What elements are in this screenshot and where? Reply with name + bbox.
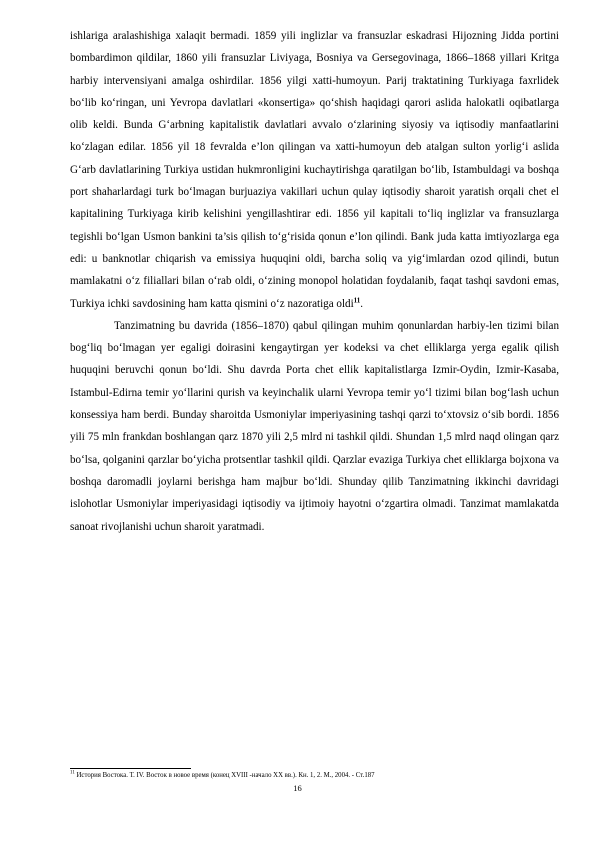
footnote-divider [70,768,191,769]
paragraph [70,25,559,315]
page-number: 16 [293,783,302,793]
footnote [70,771,559,780]
paragraph-text: Tanzimatning bu davrida (1856–1870) qabul qilingan muhim qonunlardan harbiy-len tizimi bilan bog‘liq bo‘lmagan yer egaligi doirasini kengaytirgan yer kodeksi va chet elliklarga yerga egalik qilish huquqini beruvchi qonun bo‘ldi. Shu davrda Porta chet ellik kapitalistlarga Izmir-Oydin, Izmir-Kasaba, Istambul-Edirna temir yo‘llarini qurish va keyinchalik ularni Yevropa temir yo‘l tizimi bilan bog‘lash uchun konsessiya ham berdi. Bunday sharoitda Usmoniylar imperiyasining tashqi qarzi to‘xtovsiz o‘sib bordi. 1856 yili 75 mln frankdan boshlangan qarz 1870 yili 2,5 mlrd ni tashkil qildi. Shundan 1,5 mlrd naqd olingan qarz bo‘lsa, qolganini qarzlar bo‘yicha protsentlar tashkil qildi. Qarzlar evaziga Turkiya chet elliklarga bojxona va boshqa daromadli joylarni berishga ham majbur bo‘ldi. Shunday qilib Tanzimatning ikkinchi davridagi islohotlar Usmoniylar imperiyasidagi iqtisodiy va ijtimoiy hayotni o‘zgartira olmadi. Tanzimat mamlakatda sanoat rivojlanishi uchun sharoit yaratmadi. [70,319,559,533]
footnote-reference[interactable]: 11 [353,295,361,304]
footnote-number: 11 [70,770,75,776]
paragraph-text: ishlariga aralashishiga xalaqit bermadi. 1859 yili inglizlar va fransuzlar eskadrasi Hijozning Jidda portini bombardimon qildilar, 1860 yili fransuzlar Liviyaga, Bosniya va Gersegovinaga, 1866–1868 yillari Kritga harbiy intervensiyani amalga oshirdilar. 1856 yilgi xatti-humoyun. Parij traktatining Turkiyaga faxrlidek bo‘lib ko‘ringan, uni Yevropa davlatlari «konsertiga» qo‘shish haqidagi qarori aslida halokatli oqibatlarga olib keldi. Bunda G‘arbning kapitalistik davlatlari avvalo o‘zlarining siyosiy va iqtisodiy manfaatlarini ko‘zlagan edilar. 1856 yil 18 fevralda e’lon qilingan va xatti-humoyun deb atalgan sulton yorlig‘i aslida G‘arb davlatlarining Turkiya ustidan hukmronligini kuchaytirishga qaratilgan bo‘lib, Istambuldagi va boshqa port shaharlardagi turk bo‘lmagan burjuaziya vakillari uchun qulay iqtisodiy sharoit yaratish orqali chet el kapitalining Turkiyaga kirib kelishini yengillashtirar edi. 1856 yil kapitali to‘liq inglizlar va fransuzlarga tegishli bo‘lgan Usmon bankini ta’sis qilish to‘g‘risida qonun e’lon qilindi. Bank juda katta imtiyozlarga ega edi: u banknotlar chiqarish va emissiya huquqini oldi, barcha soliq va yig‘imlardan ozod qilindi, butun mamlakatni o‘z filiallari bilan o‘rab oldi, o‘zining monopol holatidan foydalanib, faqat tashqi savdoni emas, Turkiya ichki savdosining ham katta qismini o‘z nazoratiga oldi [70,30,559,310]
paragraph [70,315,559,538]
footnote-text: История Востока. Т. IV. Восток в новое время (конец XVIII -начало XX вв.). Кн. 1, 2. М., 2004. - Ст.187 [74,772,375,779]
main-text [70,25,559,538]
paragraph-end: . [360,297,364,310]
